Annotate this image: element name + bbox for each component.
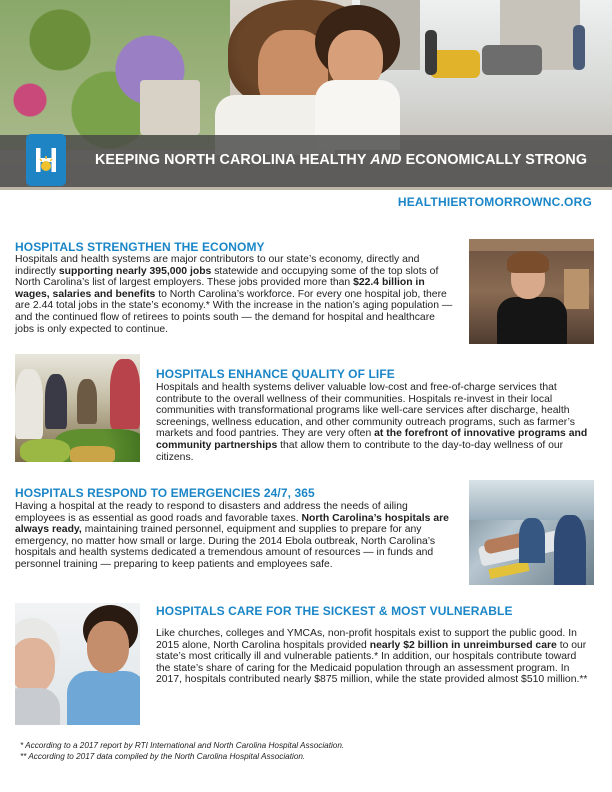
section-heading-economy: HOSPITALS STRENGTHEN THE ECONOMY bbox=[15, 240, 265, 254]
section-body-vulnerable bbox=[156, 628, 588, 686]
photo-nurse-and-patient bbox=[15, 603, 140, 725]
section-heading-quality: HOSPITALS ENHANCE QUALITY OF LIFE bbox=[156, 367, 395, 381]
body-text: statewide and occupying some of the top slots of North Carolina’s list of largest employers. These jobs provided more than bbox=[15, 265, 439, 289]
section-body-economy bbox=[15, 254, 455, 335]
highlight-text: North Carolina’s hospitals are always ready, bbox=[15, 512, 449, 536]
body-text: to North Carolina’s workforce. For every one hospital job, there are 2.44 total jobs in the state’s economy.* With the increase in the nation’s aging population — and the continued flow of retirees to points south — the demand for hospital and healthcare jobs is only expected to continue. bbox=[15, 288, 453, 335]
photo-hospital-worker bbox=[469, 239, 594, 344]
logo bbox=[26, 134, 66, 186]
highlight-text: at the forefront of innovative programs and community partnerships bbox=[156, 428, 588, 451]
body-text: that allow them to contribute to the day-to-day wellness of our citizens. bbox=[156, 439, 564, 463]
body-text: Hospitals and health systems are major contributors to our state’s economy, directly and indirectly bbox=[15, 254, 420, 277]
section-body-emergencies bbox=[15, 501, 455, 571]
website-link[interactable]: HEALTHIERTOMORROWNC.ORG bbox=[397, 195, 592, 209]
photo-emergency-responders bbox=[469, 480, 594, 585]
page-title: KEEPING NORTH CAROLINA HEALTHY AND ECONOMICALLY STRONG bbox=[95, 152, 588, 168]
taxi-car bbox=[430, 50, 480, 78]
section-heading-vulnerable: HOSPITALS CARE FOR THE SICKEST & MOST VULNERABLE bbox=[156, 604, 513, 618]
footnote-2: ** According to 2017 data compiled by the North Carolina Hospital Association. bbox=[20, 752, 306, 761]
footnote-1: * According to a 2017 report by RTI International and North Carolina Hospital Association. bbox=[20, 741, 345, 750]
body-text: to our state’s most critically ill and vulnerable patients.* In addition, our hospitals contribute toward the state’s share of caring for the Medicaid population through an assessment program. In 2017, hospitals contributed nearly $875 million, while the state provided almost $510 million.** bbox=[156, 639, 588, 686]
section-heading-emergencies: HOSPITALS RESPOND TO EMERGENCIES 24/7, 365 bbox=[15, 486, 315, 500]
highlight-text: supporting nearly 395,000 jobs bbox=[58, 265, 212, 277]
sunrise-h-logo-icon bbox=[31, 142, 61, 178]
body-text: maintaining trained personnel, equipment and supplies to prepare for any emergency, no matter how small or large. During the 2014 Ebola outbreak, North Carolina’s hospitals and health systems dedicated a tremendous amount of resources — in funds and personnel training — preparing to keep patients and employees safe. bbox=[15, 524, 436, 570]
car bbox=[482, 45, 542, 75]
body-text: Like churches, colleges and YMCAs, non-profit hospitals exist to support the public good. In 2015 alone, North Carolina hospitals provided bbox=[156, 628, 577, 651]
photo-farmers-market bbox=[15, 354, 140, 462]
body-text: Hospitals and health systems deliver valuable low-cost and free-of-charge services that contribute to the overall wellness of their communities. Hospitals re-invest in their local communities with transformational programs like well-care services after discharge, health screenings, wellness education, and other community outreach programs, such as farmer’s markets and food pantries. They are very often bbox=[156, 382, 575, 440]
body-text: Having a hospital at the ready to respond to disasters and address the needs of ailing employees is as essential as good roads and favorable taxes. bbox=[15, 501, 408, 524]
highlight-text: $22.4 billion in wages, salaries and benefits bbox=[15, 277, 425, 300]
highlight-text: nearly $2 billion in unreimbursed care bbox=[369, 639, 557, 651]
section-body-quality bbox=[156, 382, 597, 463]
